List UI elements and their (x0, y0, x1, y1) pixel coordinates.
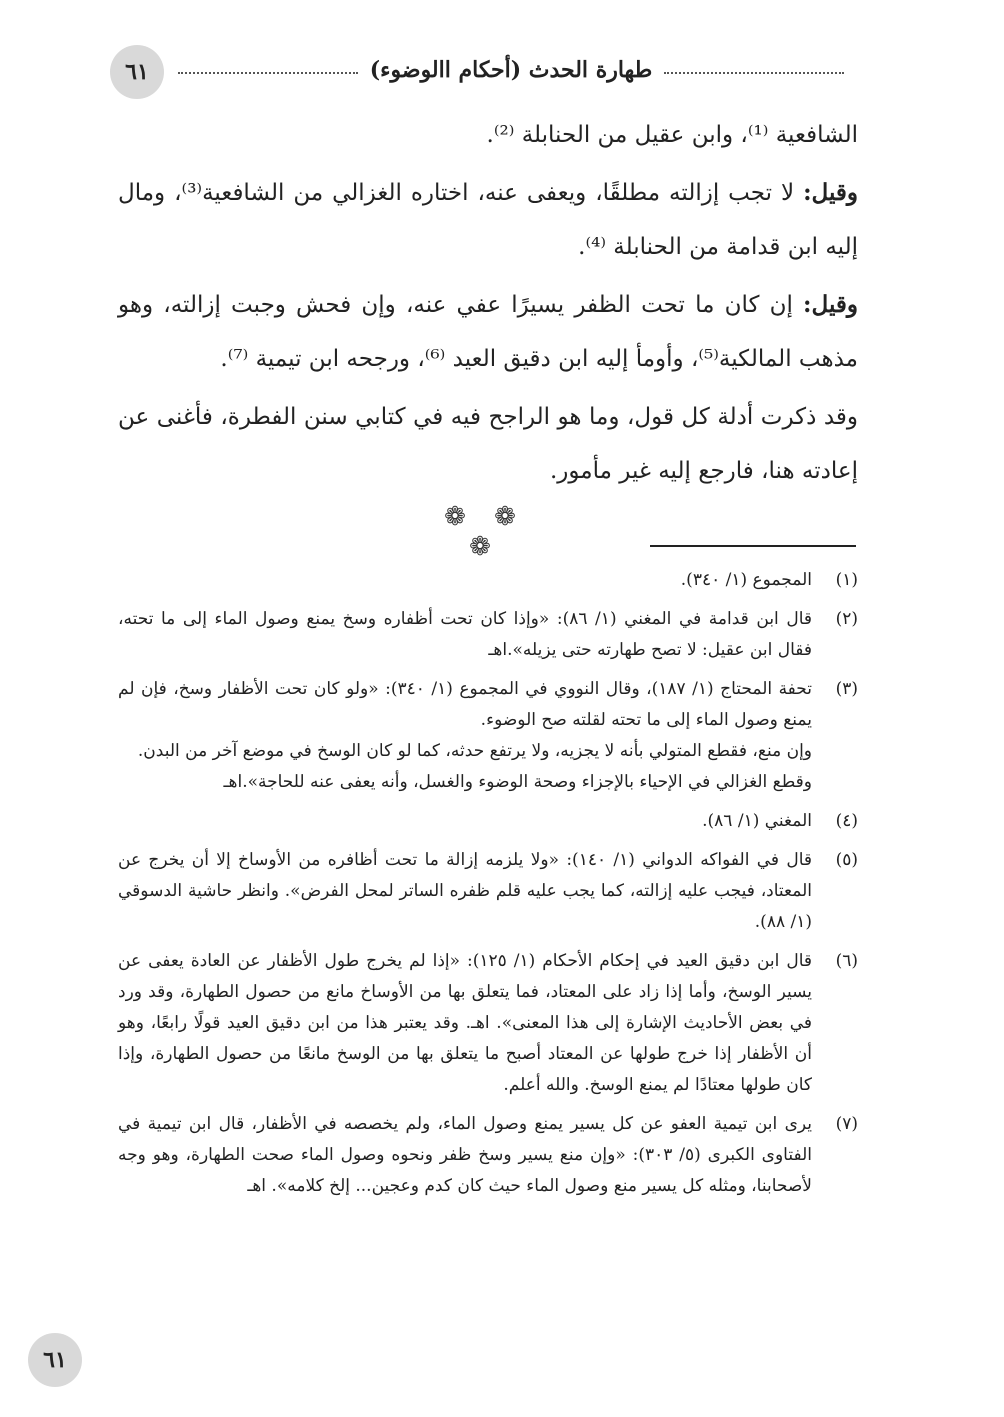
footnote-number: (١) (835, 570, 858, 590)
footnote-number: (٥) (835, 850, 858, 870)
paragraph-3 (118, 278, 858, 386)
footnote-item (118, 565, 858, 596)
header-dots-left (178, 72, 358, 74)
section-ornament: ❁ ❁ ❁ (444, 502, 526, 562)
footnote-item (118, 604, 858, 666)
footnote-item (118, 1109, 858, 1202)
paragraph-2-body: لا تجب إزالته مطلقًا، ويعفى عنه، اختاره الغزالي من الشافعية⁽³⁾، ومال إليه ابن قدامة من الحنابلة ⁽⁴⁾. (118, 180, 858, 260)
paragraph-2-lead: وقيل: (803, 179, 859, 206)
header-title: طهارة الحدث (أحكام االوضوء) (369, 57, 653, 83)
page-number: ٦١ (43, 1347, 67, 1373)
footnote-text (118, 806, 812, 837)
footnote-number: (٤) (835, 811, 858, 831)
footnotes (118, 565, 858, 1210)
footnote-text (118, 1109, 812, 1202)
footnote-text (118, 565, 812, 596)
footnote-line: المجموع (١/ ٣٤٠). (680, 570, 812, 590)
footnote-line: يرى ابن تيمية العفو عن كل يسير يمنع وصول الماء، ولم يخصصه في الأظفار، قال ابن تيمية في الفتاوى الكبرى (٥/ ٣٠٣): «وإن منع يسير وسخ ظفر ونحوه وصول الماء صحت الطهارة، وهو وجه لأصحابنا، ومثله كل يسير منع وصول الماء حيث كان كدم وعجين... إلخ كلامه». اهـ (118, 1114, 812, 1196)
footnote-number: (٦) (835, 951, 858, 971)
page-number-badge-top (110, 45, 164, 99)
footnote-item (118, 946, 858, 1101)
paragraph-1: الشافعية ⁽¹⁾، وابن عقيل من الحنابلة ⁽²⁾. (486, 122, 858, 148)
footnote-number: (٢) (835, 609, 858, 629)
footnote-number: (٧) (835, 1114, 858, 1134)
footnote-line: قال ابن دقيق العيد في إحكام الأحكام (١/ ١٢٥): «إذا لم يخرج طول الأظفار عن العادة يعفى عن يسير الوسخ، وأما إذا زاد على المعتاد، فما يتعلق بها من الأوساخ مانع من حصول الطهارة، وقد ورد في بعض الأحاديث الإشارة إلى هذا المعنى». اهـ. وقد يعتبر هذا من ابن دقيق العيد قولًا رابعًا، وهو أن الأظفار إذا خرج طولها عن المعتاد أصبح ما يتعلق بها من الوسخ مانعًا من حصول الطهارة، وإذا كان طولها معتادًا لم يمنع الوسخ. والله أعلم. (118, 951, 812, 1095)
main-text (118, 108, 858, 502)
page-number: ٦١ (125, 59, 149, 85)
footnote-item (118, 845, 858, 938)
footnote-text (118, 674, 812, 798)
footnote-item (118, 806, 858, 837)
footnote-text (118, 946, 812, 1101)
footnote-line: وقطع الغزالي في الإحياء بالإجزاء وصحة الوضوء والغسل، وأنه يعفى عنه للحاجة».اهـ (223, 772, 812, 792)
header-dots-right (664, 72, 844, 74)
footnote-line: وإن منع، فقطع المتولي بأنه لا يجزيه، ولا يرتفع حدثه، كما لو كان الوسخ في موضع آخر من البدن. (137, 741, 812, 761)
running-header (178, 52, 844, 88)
footnote-separator (650, 545, 856, 547)
paragraph-4: وقد ذكرت أدلة كل قول، وما هو الراجح فيه في كتابي سنن الفطرة، فأغنى عن إعادته هنا، فارجع إليه غير مأمور. (118, 404, 858, 484)
footnote-text (118, 604, 812, 666)
page-number-badge-bottom (28, 1333, 82, 1387)
footnote-number: (٣) (835, 679, 858, 699)
paragraph-2 (118, 166, 858, 274)
footnote-line: المغني (١/ ٨٦). (702, 811, 812, 831)
footnote-line: قال في الفواكه الدواني (١/ ١٤٠): «ولا يلزمه إزالة ما تحت أظافره من الأوساخ إلا أن يخرج عن المعتاد، فيجب عليه إزالته، كما يجب عليه قلم ظفره الساتر لمحل الفرض». وانظر حاشية الدسوقي (١/ ٨٨). (118, 850, 813, 932)
paragraph-3-lead: وقيل: (803, 291, 858, 318)
paragraph-3-body: إن كان ما تحت الظفر يسيرًا عفي عنه، وإن فحش وجبت إزالته، وهو مذهب المالكية⁽⁵⁾، وأومأ إليه ابن دقيق العيد ⁽⁶⁾، ورجحه ابن تيمية ⁽⁷⁾. (118, 292, 858, 372)
footnote-item (118, 674, 858, 798)
footnote-text (118, 845, 812, 938)
footnote-line: قال ابن قدامة في المغني (١/ ٨٦): «وإذا كان تحت أظفاره وسخ يمنع وصول الماء إلى ما تحته، فقال ابن عقيل: لا تصح طهارته حتى يزيله».اهـ (118, 609, 812, 660)
footnote-line: تحفة المحتاج (١/ ١٨٧)، وقال النووي في المجموع (١/ ٣٤٠): «ولو كان تحت الأظفار وسخ، فإن لم يمنع وصول الماء إلى ما تحته لقلته صح الوضوء. (118, 679, 812, 730)
